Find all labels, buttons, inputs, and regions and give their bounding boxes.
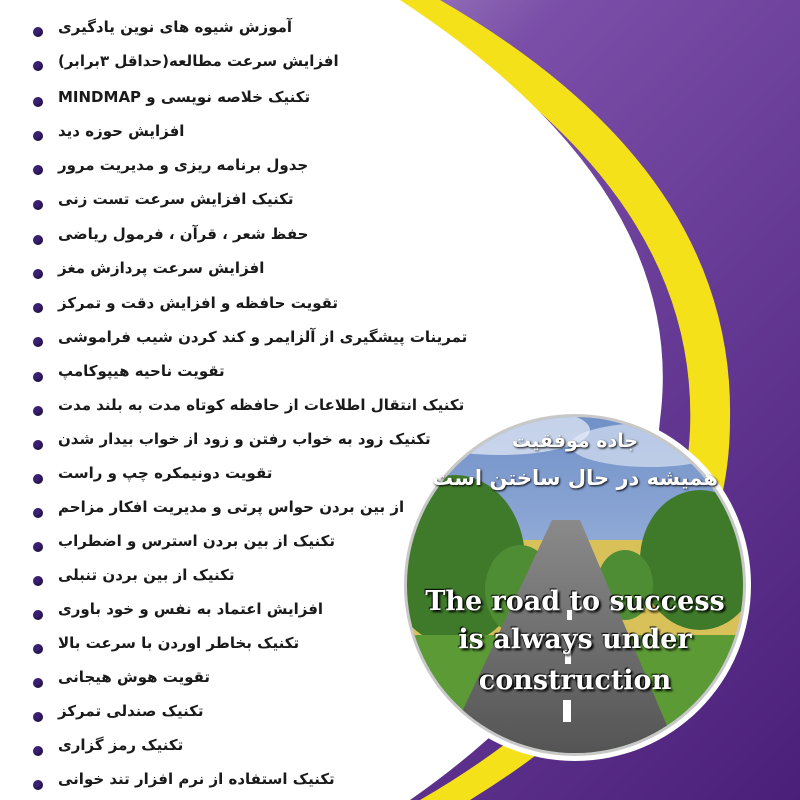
bullet [33,576,43,586]
bullet [33,200,43,210]
bullet [33,165,43,175]
list-item: تکنیک افزایش سرعت تست زنی [58,190,294,208]
persian-caption-line2: همیشه در حال ساختن است [432,466,718,490]
english-caption-line1: The road to success [425,586,725,617]
list-item: تقویت دونیمکره چپ و راست [58,464,273,482]
list-item: جدول برنامه ریزی و مدیریت مرور [58,156,309,174]
bullet [33,27,43,37]
bullet [33,508,43,518]
list-item: تکنیک زود به خواب رفتن و زود از خواب بیدار شدن [58,430,431,448]
bullet [33,474,43,484]
bullet [33,303,43,313]
bullet [33,678,43,688]
list-item: تکنیک صندلی تمرکز [58,702,204,720]
bullet [33,746,43,756]
list-item: آموزش شیوه های نوین یادگیری [58,18,293,36]
bullet [33,269,43,279]
english-caption-line2: is always under [458,624,692,655]
list-item: تکنیک خلاصه نویسی و MINDMAP [58,88,311,106]
list-item: از بین بردن حواس پرتی و مدیریت افکار مزاحم [58,498,405,516]
list-item: تکنیک از بین بردن تنبلی [58,566,235,584]
list-item: تکنیک از بین بردن استرس و اضطراب [58,532,335,550]
bullet [33,235,43,245]
bullet [33,61,43,71]
list-item: تقویت هوش هیجانی [58,668,211,686]
bullet [33,712,43,722]
english-caption-line3: construction [478,665,672,696]
persian-caption-line1: جاده موفقیت [511,430,639,452]
bullet [33,131,43,141]
list-item: افزایش حوزه دید [58,122,185,140]
list-item: افزایش سرعت مطالعه(حداقل ۳برابر) [58,52,339,70]
list-item: تقویت ناحیه هیپوکامپ [58,362,225,380]
bullet [33,542,43,552]
bullet [33,780,43,790]
list-item: افزایش اعتماد به نفس و خود باوری [58,600,324,618]
list-item: تکنیک انتقال اطلاعات از حافظه کوتاه مدت به بلند مدت [58,396,465,414]
list-item: تکنیک بخاطر اوردن با سرعت بالا [58,634,300,652]
list-item: حفظ شعر ، قرآن ، فرمول ریاضی [58,225,309,243]
list-item: تقویت حافظه و افزایش دقت و تمرکز [58,294,339,312]
bullet [33,97,43,107]
bullet [33,440,43,450]
list-item: تکنیک استفاده از نرم افزار تند خوانی [58,770,335,788]
bullet [33,610,43,620]
list-item: افزایش سرعت پردازش مغز [58,259,265,277]
bullet [33,337,43,347]
bullet [33,406,43,416]
bullet [33,372,43,382]
list-item: تمرینات پیشگیری از آلزایمر و کند کردن شیب فراموشی [58,328,468,346]
list-item: تکنیک رمز گزاری [58,736,184,754]
bullet [33,644,43,654]
